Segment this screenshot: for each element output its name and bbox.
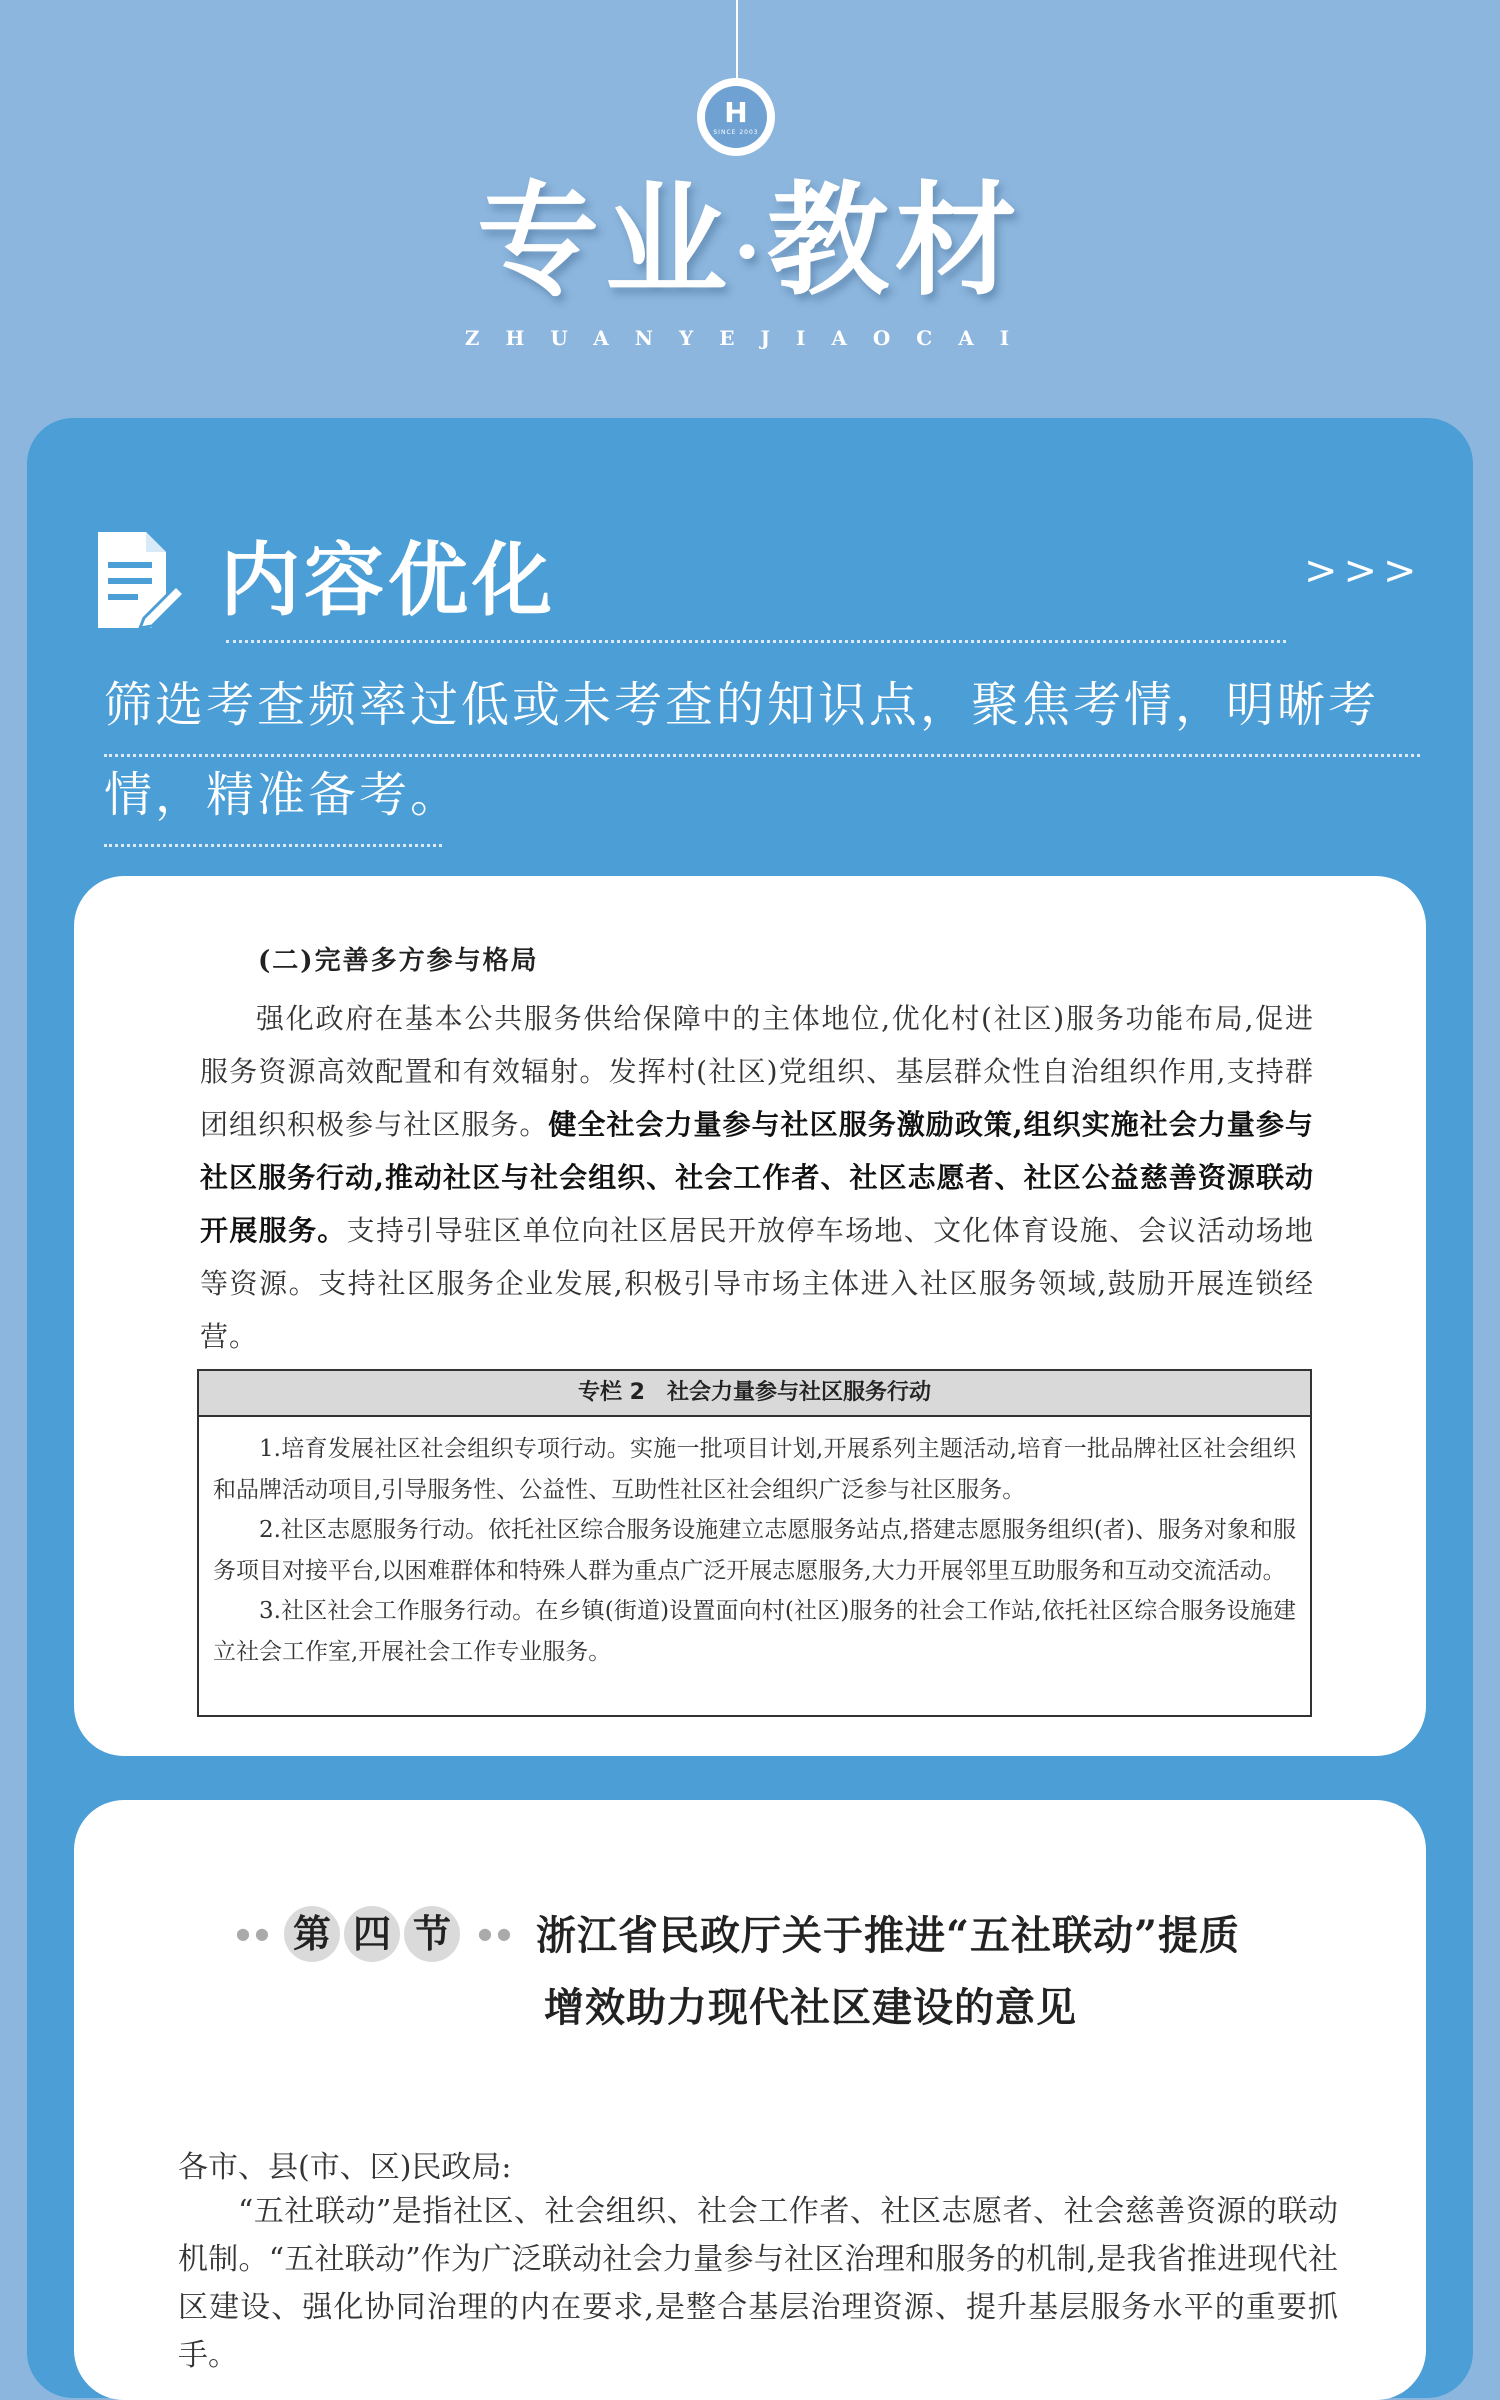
section-title: 内容优化 — [220, 533, 556, 627]
decorative-dots-left: ● ● — [236, 1924, 270, 1943]
excerpt-paragraph — [200, 992, 1314, 1363]
description-underline-1 — [104, 754, 1420, 757]
column-box-item: 2.社区志愿服务行动。依托社区综合服务设施建立志愿服务站点,搭建志愿服务组织(者)、服务对象和服务项目对接平台,以困难群体和特殊人群为重点广泛开展志愿服务,大力开展邻里互助服务和互动交流活动。 — [213, 1517, 1296, 1584]
excerpt-heading: (二)完善多方参与格局 — [258, 946, 539, 976]
column-box-body — [199, 1417, 1310, 1672]
description-underline-2 — [104, 844, 442, 847]
page-subtitle: ZHUANYEJIAOCAI — [464, 326, 1036, 350]
title-divider — [226, 640, 1286, 643]
brand-logo — [697, 78, 775, 156]
column-box-item: 3.社区社会工作服务行动。在乡镇(街道)设置面向村(社区)服务的社会工作站,依托社区综合服务设施建立社会工作室,开展社会工作专业服务。 — [213, 1598, 1296, 1665]
page-title — [0, 170, 1500, 321]
section-body: “五社联动”是指社区、社会组织、社会工作者、社区志愿者、社会慈善资源的联动机制。“五社联动”作为广泛联动社会力量参与社区治理和服务的机制,是我省推进现代社区建设、强化协同治理的内在要求,是整合基层治理资源、提升基层服务水平的重要抓手。 — [178, 2194, 1338, 2373]
page-title-part1: 专业 — [477, 168, 734, 312]
excerpt-text-1: 强化政府在基本公共服务供给保障中的主体地位,优化村(社区)服务功能布局,促进服务资源高效配置和有效辐射。发挥村(社区)党组织、基层群众性自治组织作用,支持群团组织积极参与社区服务。 — [200, 1002, 1314, 1141]
brand-logo-subtext: SINCE 2003 — [713, 128, 759, 136]
chevron-right-icon: >>> — [1304, 548, 1423, 594]
excerpt-text-2: 支持引导驻区单位向社区居民开放停车场地、文化体育设施、会议活动场地等资源。支持社区服务企业发展,积极引导市场主体进入社区服务领域,鼓励开展连锁经营。 — [200, 1214, 1314, 1353]
salutation: 各市、县(市、区)民政局: — [178, 2150, 512, 2185]
section-chip: 节 — [404, 1906, 460, 1962]
section-number-tag — [284, 1904, 464, 1964]
header-divider-line — [736, 0, 738, 80]
brand-logo-badge — [705, 86, 767, 148]
section-chip: 四 — [344, 1906, 400, 1962]
page-title-part2: 教材 — [766, 168, 1023, 312]
document-edit-icon — [94, 528, 186, 632]
column-box — [197, 1369, 1312, 1717]
decorative-dots-right: ● ● — [478, 1924, 512, 1943]
section-heading-line2: 增效助力现代社区建设的意见 — [544, 1984, 1077, 2031]
section-heading-line1: 浙江省民政厅关于推进“五社联动”提质 — [536, 1912, 1241, 1959]
excerpt-text-bold: 健全社会力量参与社区服务激励政策,组织实施社会力量参与社区服务行动,推动社区与社会组织、社会工作者、社区志愿者、社区公益慈善资源联动开展服务。 — [200, 1108, 1314, 1247]
column-box-item: 1.培育发展社区社会组织专项行动。实施一批项目计划,开展系列主题活动,培育一批品牌社区社会组织和品牌活动项目,引导服务性、公益性、互助性社区社会组织广泛参与社区服务。 — [213, 1436, 1296, 1503]
section-description: 筛选考查频率过低或未考查的知识点，聚焦考情，明晰考情，精准备考。 — [104, 677, 1380, 823]
column-box-title: 专栏 2 社会力量参与社区服务行动 — [199, 1371, 1310, 1417]
page-title-separator: · — [733, 204, 767, 299]
brand-logo-glyph: H — [724, 95, 748, 129]
section-chip: 第 — [284, 1906, 340, 1962]
section-heading — [536, 1900, 1336, 2044]
